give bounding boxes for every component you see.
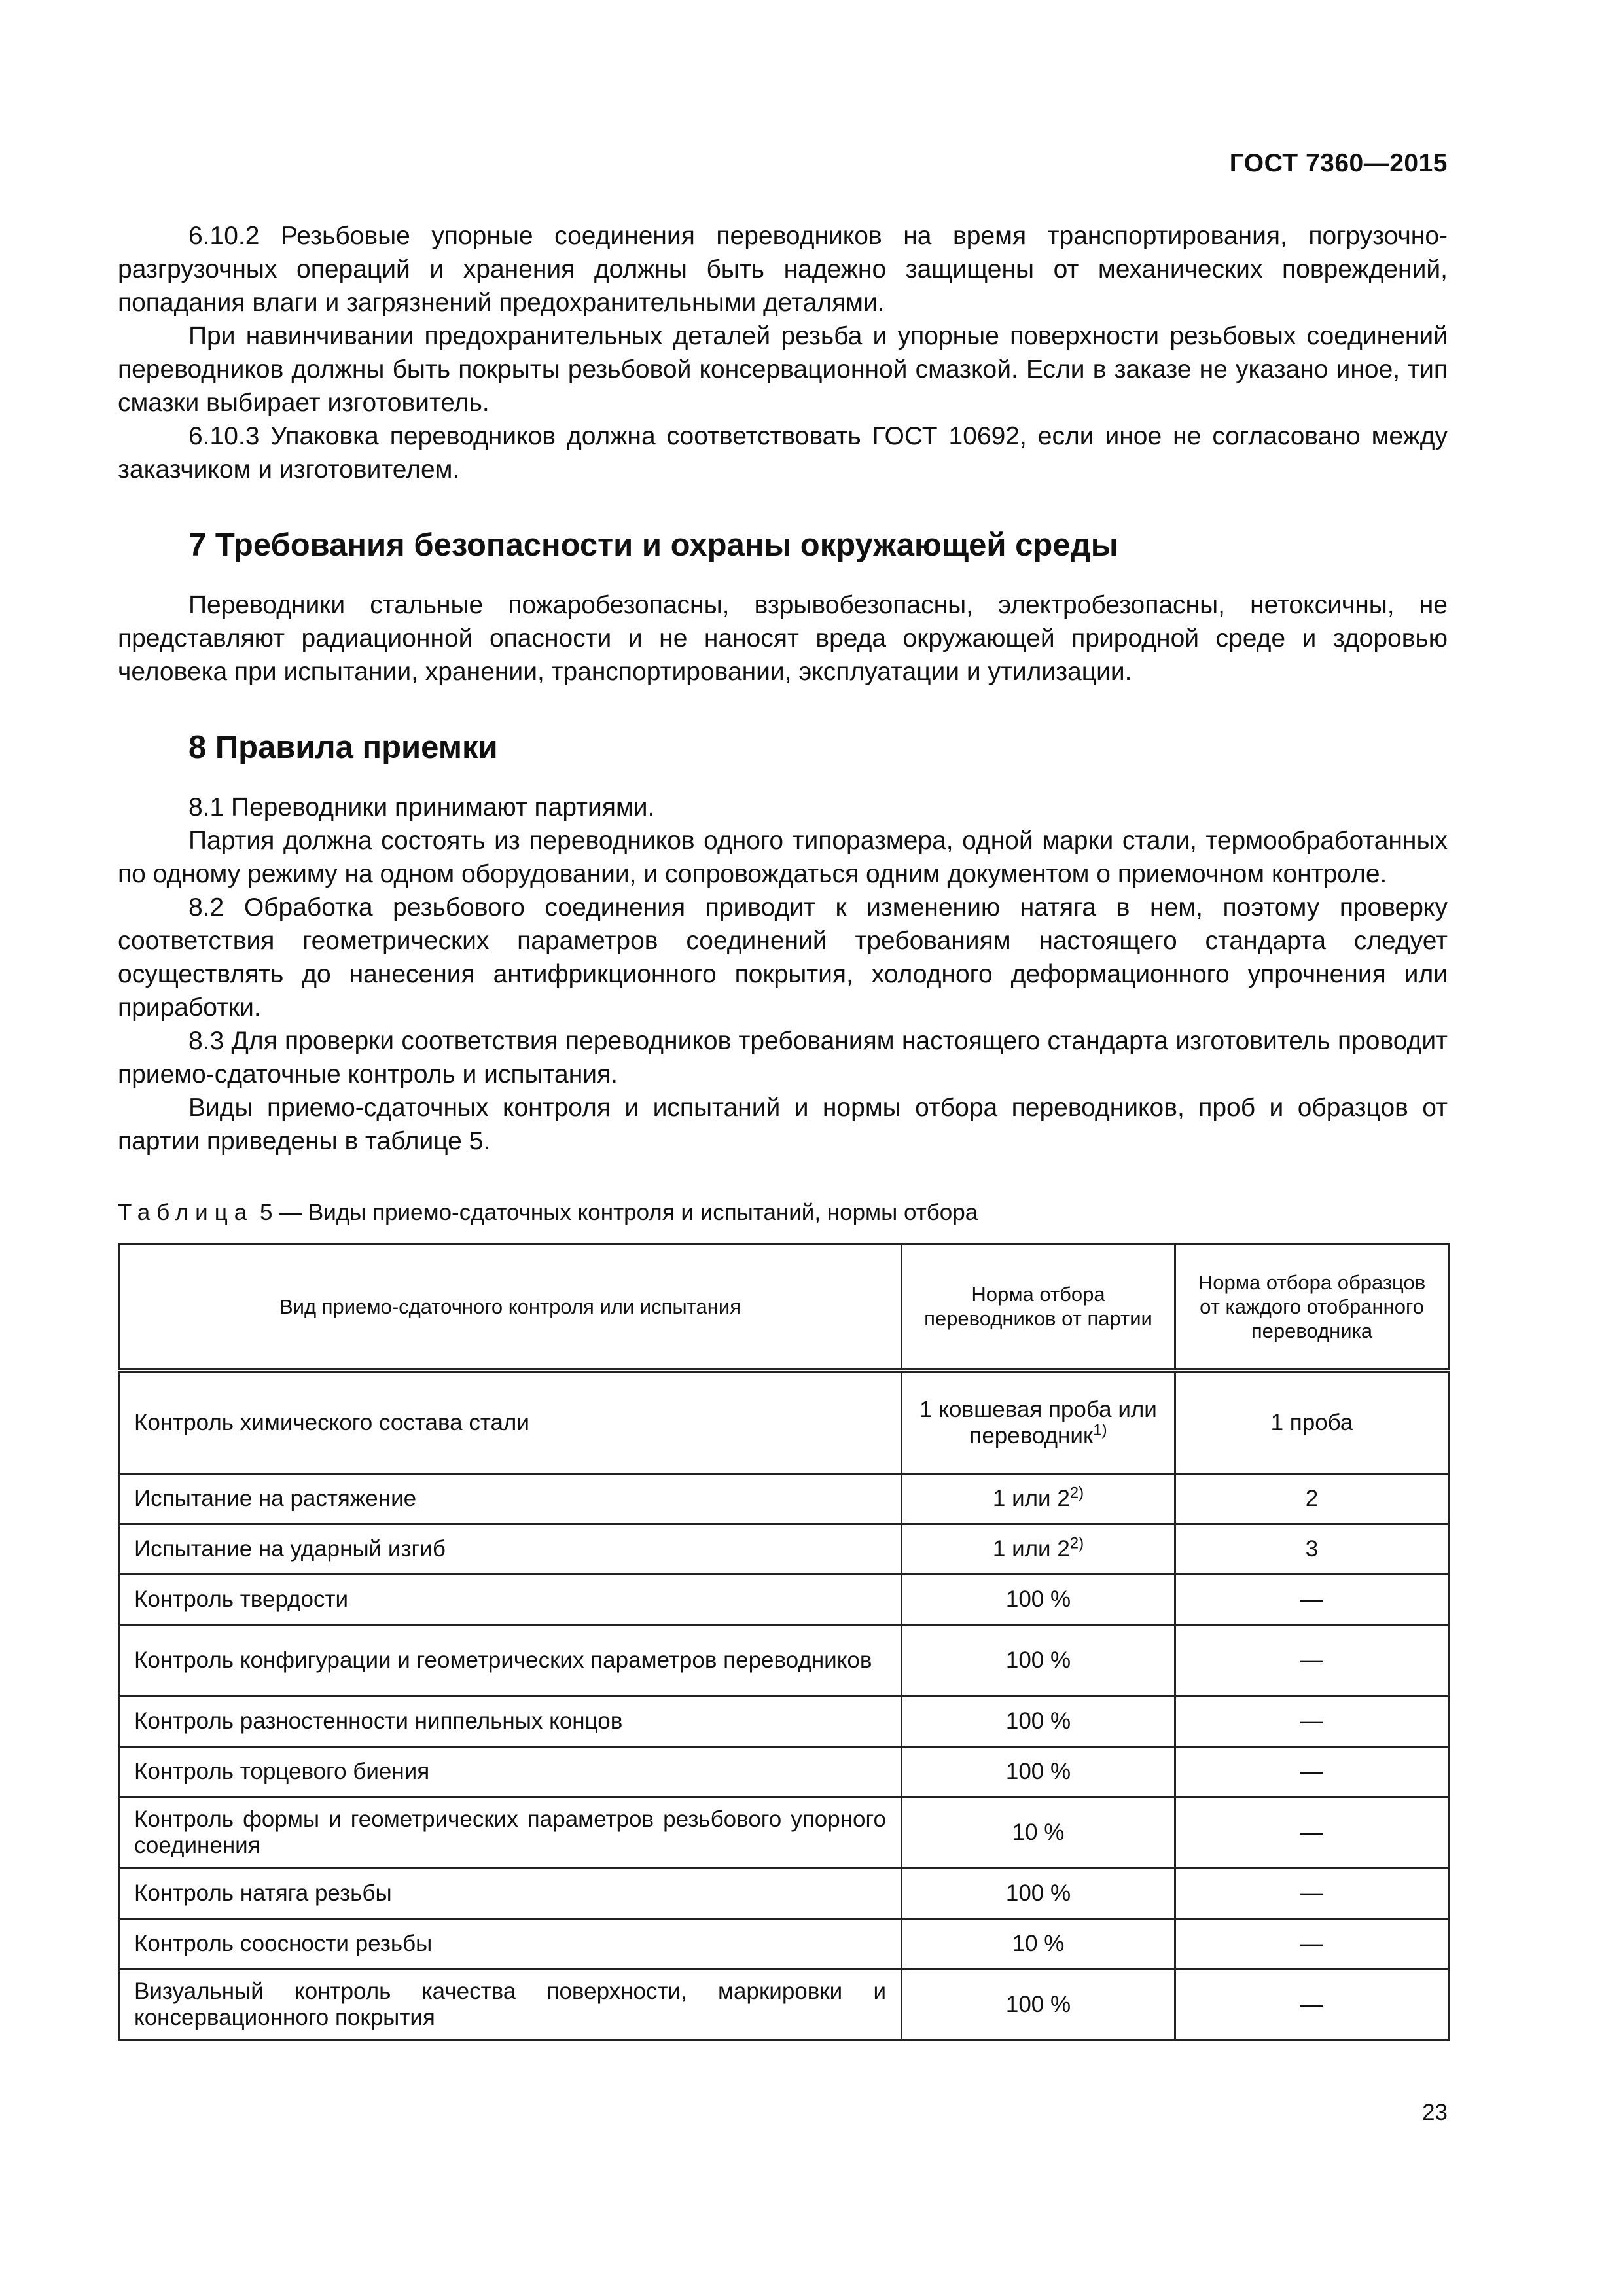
control-name: Контроль разностенности ниппельных концов (119, 1696, 902, 1747)
batch-norm: 10 % (902, 1797, 1175, 1869)
sample-norm: — (1175, 1575, 1449, 1625)
table-caption (118, 1198, 1448, 1227)
table-row (119, 1869, 1449, 1919)
table-row (119, 1797, 1449, 1869)
sample-norm: — (1175, 1919, 1449, 1969)
table-row (119, 1969, 1449, 2041)
paragraph: 8.1 Переводники принимают партиями. (188, 793, 655, 821)
sample-norm: — (1175, 1969, 1449, 2041)
header-batch-norm: Норма отбора переводников от партии (902, 1244, 1175, 1371)
batch-norm-value: 1 или 2 (992, 1486, 1070, 1511)
paragraph: При навинчивании предохранительных деталей резьба и упорные поверхности резьбовых соединений переводников должны быть покрыты резьбовой консервационной смазкой. Если в заказе не указано иное, тип смазки выбирает изготовитель. (118, 322, 1448, 417)
batch-norm: 100 % (902, 1696, 1175, 1747)
sample-norm: — (1175, 1869, 1449, 1919)
section-8-title: 8 Правила приемки (188, 730, 498, 765)
batch-norm-value: 1 ковшевая проба или переводник (919, 1397, 1157, 1448)
batch-norm (902, 1371, 1175, 1474)
batch-norm: 100 % (902, 1625, 1175, 1696)
sample-norm: — (1175, 1747, 1449, 1797)
sample-norm: 3 (1175, 1524, 1449, 1575)
batch-norm: 100 % (902, 1747, 1175, 1797)
page-number: 23 (1422, 2100, 1448, 2125)
table-row (119, 1919, 1449, 1969)
header-control-type: Вид приемо-сдаточного контроля или испытания (119, 1244, 902, 1371)
batch-norm (902, 1474, 1175, 1524)
table-header-row (119, 1244, 1449, 1371)
section-7-text: Переводники стальные пожаробезопасны, взрывобезопасны, электробезопасны, нетоксичны, не представляют радиационной опасности и не наносят вреда окружающей природной среде и здоровью человека при испытании, хранении, транспортировании, эксплуатации и утилизации. (118, 591, 1448, 686)
document-code: ГОСТ 7360—2015 (1229, 149, 1448, 177)
control-name: Контроль химического состава стали (119, 1371, 902, 1474)
batch-norm: 100 % (902, 1969, 1175, 2041)
page-content (118, 219, 1448, 2041)
control-name: Визуальный контроль качества поверхности, маркировки и консервационного покрытия (119, 1969, 902, 2041)
paragraph: Виды приемо-сдаточных контроля и испытаний и нормы отбора переводников, проб и образцов от партии приведены в таблице 5. (118, 1094, 1448, 1155)
batch-norm: 100 % (902, 1869, 1175, 1919)
batch-norm: 10 % (902, 1919, 1175, 1969)
table-row (119, 1474, 1449, 1524)
footnote-mark: 1) (1093, 1421, 1107, 1439)
control-name: Контроль натяга резьбы (119, 1869, 902, 1919)
control-name: Контроль конфигурации и геометрических параметров переводников (119, 1625, 902, 1696)
acceptance-table (118, 1243, 1450, 2041)
footnote-mark: 2) (1069, 1534, 1084, 1552)
table-row (119, 1625, 1449, 1696)
table-row (119, 1575, 1449, 1625)
control-name: Контроль торцевого биения (119, 1747, 902, 1797)
paragraph: Партия должна состоять из переводников одного типоразмера, одной марки стали, термообработанных по одному режиму на одном оборудовании, и сопровождаться одним документом о приемочном контроле. (118, 827, 1448, 888)
batch-norm (902, 1524, 1175, 1575)
batch-norm: 100 % (902, 1575, 1175, 1625)
section-7-title: 7 Требования безопасности и охраны окружающей среды (188, 528, 1118, 563)
table-caption-label: Таблица (118, 1200, 254, 1225)
paragraph: 8.3 Для проверки соответствия переводников требованиям настоящего стандарта изготовитель проводит приемо-сдаточные контроль и испытания. (118, 1027, 1448, 1088)
table-row (119, 1371, 1449, 1474)
control-name: Испытание на растяжение (119, 1474, 902, 1524)
header-sample-norm: Норма отбора образцов от каждого отобранного переводника (1175, 1244, 1449, 1371)
table-row (119, 1524, 1449, 1575)
sample-norm: — (1175, 1797, 1449, 1869)
sample-norm: 2 (1175, 1474, 1449, 1524)
paragraph: 6.10.3 Упаковка переводников должна соответствовать ГОСТ 10692, если иное не согласовано между заказчиком и изготовителем. (118, 422, 1448, 484)
control-name: Контроль твердости (119, 1575, 902, 1625)
batch-norm-value: 1 или 2 (992, 1536, 1070, 1562)
control-name: Контроль соосности резьбы (119, 1919, 902, 1969)
table-row (119, 1696, 1449, 1747)
control-name: Контроль формы и геометрических параметров резьбового упорного соединения (119, 1797, 902, 1869)
paragraph: 8.2 Обработка резьбового соединения приводит к изменению натяга в нем, поэтому проверку соответствия геометрических параметров соединений требованиям настоящего стандарта следует осуществлять до нанесения антифрикционного покрытия, холодного деформационного упрочнения или приработки. (118, 893, 1448, 1022)
paragraph: 6.10.2 Резьбовые упорные соединения переводников на время транспортирования, погрузочно-разгрузочных операций и хранения должны быть надежно защищены от механических повреждений, попадания влаги и загрязнений предохранительными деталями. (118, 222, 1448, 317)
footnote-mark: 2) (1069, 1484, 1084, 1502)
table-row (119, 1747, 1449, 1797)
sample-norm: — (1175, 1696, 1449, 1747)
sample-norm: — (1175, 1625, 1449, 1696)
control-name: Испытание на ударный изгиб (119, 1524, 902, 1575)
table-caption-text: 5 — Виды приемо-сдаточных контроля и испытаний, нормы отбора (259, 1200, 978, 1225)
sample-norm: 1 проба (1175, 1371, 1449, 1474)
